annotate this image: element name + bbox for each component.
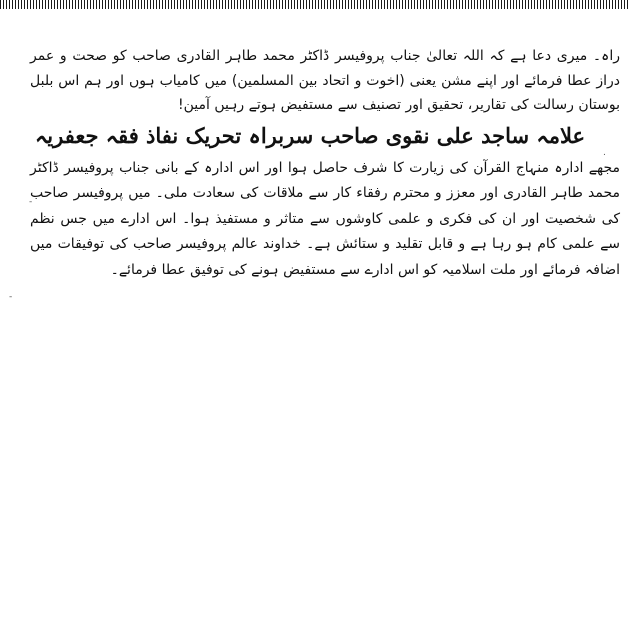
paragraph-1: راہ۔ میری دعا ہے کہ اللہ تعالیٰ جناب پروفیسر ڈاکٹر محمد طاہر القادری صاحب کو صحت و عمر دراز عطا فرمائے اور اپنے مشن یعنی (اخوت و اتحاد بین المسلمین) میں کامیاب ہوں اور ہم اس بلبل بوستان رسالت کی تقاریر، تحقیق اور تصنیف سے مستفیض ہوتے رہیں آمین!: [30, 48, 620, 113]
document-page: [30, 44, 620, 283]
section-heading: علامہ ساجد علی نقوی صاحب سربراہ تحریک نفاذ فقہ جعفریہ: [34, 122, 586, 148]
margin-mark: -: [29, 197, 33, 207]
top-border: [0, 0, 630, 9]
paragraph-2: مجھے ادارہ منہاج القرآن کی زیارت کا شرف حاصل ہوا اور اس ادارہ کے بانی جناب پروفیسر ڈاکٹر محمد طاہر القادری اور معزز و محترم رفقاء کار سے ملاقات کی سعادت ملی۔ میں پروفیسر صاحب کی شخصیت اور ان کی فکری و علمی کاوشوں سے متاثر و مستفیذ ہوا۔ اس ادارے میں جس نظم سے علمی کام ہو رہا ہے و قابل تقلید و ستائش ہے۔ خداوند عالم پروفیسر صاحب کی توفیقات میں اضافہ فرمائے اور ملت اسلامیہ کو اس ادارے سے مستفیض ہونے کی توفیق عطا فرمائے۔: [30, 159, 620, 278]
margin-mark: .: [603, 148, 606, 158]
margin-mark: -: [9, 292, 13, 302]
